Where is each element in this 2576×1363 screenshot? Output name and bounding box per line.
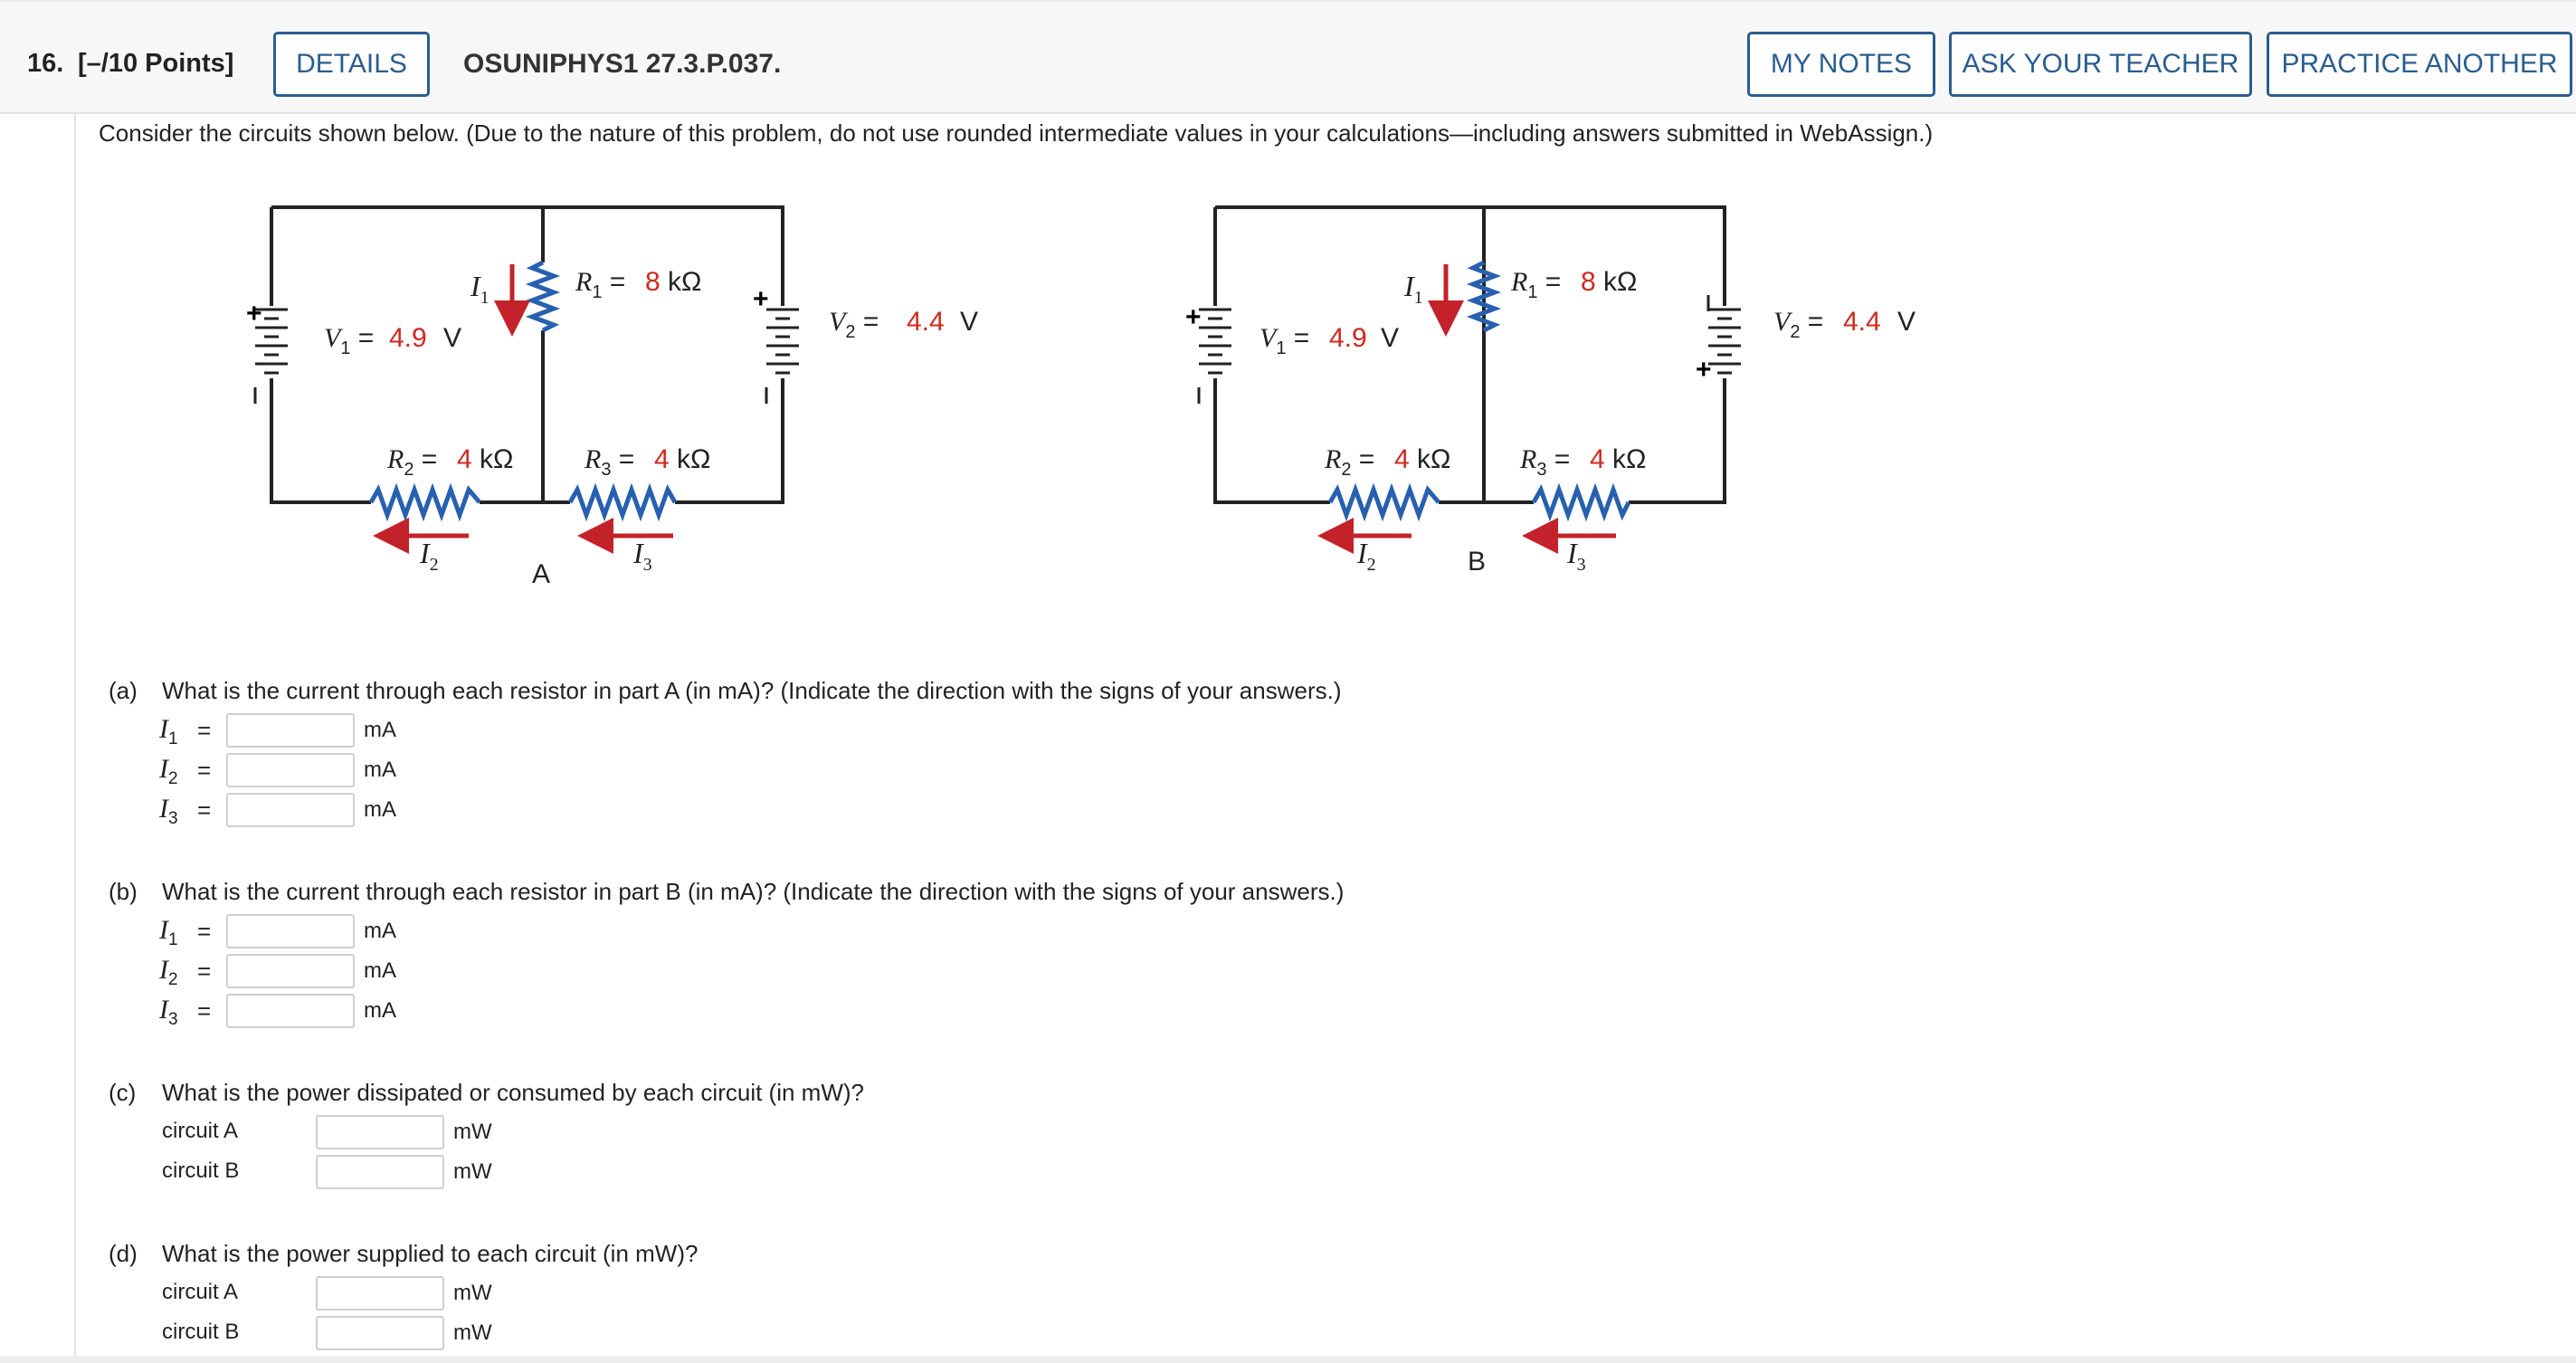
svg-text:R2 =: [386, 444, 437, 480]
unit-r3-a: kΩ: [677, 444, 711, 474]
label-r2-a-sub: 2: [404, 460, 414, 480]
label-v1-a-eq: =: [350, 323, 375, 353]
part-a-i3-label: $I_3$: [159, 794, 178, 828]
label-r2-b: R: [1325, 444, 1342, 474]
svg-text:V1 =: [324, 323, 374, 358]
label-r1-b-sub: 1: [1527, 282, 1538, 302]
svg-text:R1 =: [575, 267, 625, 302]
label-v2-a: V: [829, 307, 846, 337]
label-r3-a-sub: 3: [601, 460, 612, 480]
label-r3-b-sub: 3: [1536, 460, 1547, 480]
part-c-tag: (c): [109, 1079, 137, 1106]
part-d-circuit-b-unit: mW: [453, 1320, 492, 1345]
label-v2-b: V: [1773, 307, 1791, 337]
part-c-circuit-a-unit: mW: [453, 1120, 492, 1144]
circuit-b-label: B: [1468, 547, 1487, 577]
battery-v1-a: [246, 299, 288, 404]
label-i1-b-sub: 1: [1413, 288, 1423, 308]
label-r2-b-sub: 2: [1341, 460, 1352, 480]
part-d-circuit-b-input[interactable]: [316, 1316, 444, 1350]
part-a-i3-unit: mA: [364, 797, 396, 822]
details-button[interactable]: DETAILS: [273, 32, 430, 97]
part-d-circuit-b-label: circuit B: [162, 1320, 240, 1344]
label-v1-a-sub: 1: [340, 338, 351, 358]
part-b-i2-equals: =: [197, 958, 212, 985]
label-v1-b: V: [1259, 323, 1277, 353]
part-b-i3-equals: =: [197, 997, 212, 1025]
label-v2-b-eq: =: [1800, 307, 1824, 337]
part-c-question: What is the power dissipated or consumed by each circuit (in mW)?: [162, 1079, 864, 1106]
label-i3-b-sub: 3: [1576, 555, 1586, 575]
value-r2-b: 4: [1394, 444, 1410, 474]
label-r3-b: R: [1520, 444, 1537, 474]
part-b-question: What is the current through each resistor in part B (in mA)? (Indicate the direction with the signs of your answers.): [162, 878, 1345, 905]
part-c-circuit-a-input[interactable]: [316, 1115, 444, 1149]
part-d-tag: (d): [109, 1240, 138, 1267]
label-r3-b-eq: =: [1546, 444, 1571, 474]
label-r1-b: R: [1511, 267, 1528, 297]
circuit-a-label: A: [532, 559, 551, 589]
label-r2-b-eq: =: [1351, 444, 1375, 474]
label-v2-a-sub: 2: [845, 322, 856, 342]
unit-r1-b: kΩ: [1603, 267, 1638, 297]
svg-text:I3: [1566, 537, 1586, 575]
battery-v1-b: [1185, 302, 1231, 404]
part-a-i3-equals: =: [197, 796, 212, 824]
my-notes-button[interactable]: MY NOTES: [1747, 32, 1935, 97]
part-a-i2-unit: mA: [364, 758, 396, 782]
value-r3-b: 4: [1590, 444, 1605, 474]
label-i1-a: I: [471, 270, 480, 302]
svg-text:V2 =: [829, 307, 879, 342]
value-r3-a: 4: [654, 444, 670, 474]
part-d-circuit-a-label: circuit A: [162, 1280, 239, 1304]
problem-id: OSUNIPHYS1 27.3.P.037.: [463, 49, 782, 79]
label-i3-a: I: [633, 537, 643, 569]
label-v2-a-eq: =: [855, 307, 879, 337]
circuit-a-diagram: [246, 207, 978, 589]
part-d-question: What is the power supplied to each circuit (in mW)?: [162, 1240, 699, 1267]
part-b-i1-label: $I_1$: [159, 915, 178, 949]
label-v1-b-eq: =: [1286, 323, 1310, 353]
label-i2-b: I: [1357, 537, 1367, 569]
circuit-figure: [208, 181, 1972, 606]
part-a-i3-input[interactable]: [226, 793, 355, 827]
svg-text:I1: [470, 270, 490, 308]
value-r1-a: 8: [645, 267, 661, 297]
label-r1-a: R: [575, 267, 593, 297]
part-a-i2-label: $I_2$: [159, 754, 178, 788]
part-a-i2-equals: =: [197, 757, 212, 784]
svg-text:R3 =: [1519, 444, 1570, 480]
part-b-i1-input[interactable]: [226, 914, 355, 948]
unit-v2-b: V: [1897, 307, 1916, 337]
svg-text:R1 =: [1510, 267, 1561, 302]
unit-v1-b: V: [1381, 323, 1400, 353]
resistor-r3-b: [1534, 490, 1629, 515]
ask-your-teacher-button[interactable]: ASK YOUR TEACHER: [1949, 32, 2252, 97]
part-c-circuit-b-input[interactable]: [316, 1155, 444, 1189]
label-v2-b-sub: 2: [1790, 322, 1801, 342]
part-b-i3-input[interactable]: [226, 994, 355, 1028]
part-a-tag: (a): [109, 677, 138, 704]
question-number: 16.: [27, 49, 64, 78]
part-c-circuit-a-label: circuit A: [162, 1119, 239, 1143]
svg-text:R3 =: [584, 444, 634, 480]
label-i1-a-sub: 1: [480, 288, 490, 308]
unit-v1-a: V: [443, 323, 462, 353]
question-header: [0, 0, 2576, 114]
label-i3-a-sub: 3: [642, 555, 652, 575]
label-v1-a: V: [324, 323, 341, 353]
value-v2-a: 4.4: [907, 307, 945, 337]
label-r3-a: R: [585, 444, 602, 474]
practice-another-button[interactable]: PRACTICE ANOTHER: [2267, 32, 2572, 97]
value-v2-b: 4.4: [1843, 307, 1881, 337]
part-b-i2-unit: mA: [364, 958, 396, 983]
battery-v2-b: [1696, 295, 1741, 385]
part-a-question: What is the current through each resistor in part A (in mA)? (Indicate the direction with the signs of your answers.): [162, 677, 1342, 704]
part-a-i1-unit: mA: [364, 718, 396, 742]
svg-text:I2: [1356, 537, 1376, 575]
part-b-i3-label: $I_3$: [159, 995, 178, 1029]
value-v1-b: 4.9: [1329, 323, 1367, 353]
part-b-i3-unit: mA: [364, 998, 396, 1023]
unit-r2-b: kΩ: [1417, 444, 1451, 474]
value-r1-b: 8: [1581, 267, 1596, 297]
part-b-i1-unit: mA: [364, 919, 396, 943]
label-r2-a: R: [387, 444, 404, 474]
label-i1-b: I: [1404, 270, 1414, 302]
resistor-r2-b: [1330, 490, 1439, 515]
label-v1-b-sub: 1: [1276, 338, 1287, 358]
content-rail: [74, 112, 76, 1363]
circuit-b-diagram: [1185, 207, 1915, 577]
bottom-scrollbar-track: [0, 1356, 2576, 1363]
plus-sign-b2: +: [1696, 355, 1712, 385]
plus-sign-b1: +: [1185, 302, 1202, 332]
resistor-r3-a: [570, 490, 675, 515]
label-i2-a-sub: 2: [429, 555, 439, 575]
part-b-i2-label: $I_2$: [159, 955, 178, 989]
svg-text:V1 =: [1259, 323, 1309, 358]
label-r1-a-sub: 1: [592, 282, 603, 302]
label-r3-a-eq: =: [611, 444, 635, 474]
label-i2-b-sub: 2: [1366, 555, 1376, 575]
label-r1-b-eq: =: [1537, 267, 1562, 297]
part-d-circuit-a-unit: mW: [453, 1281, 492, 1305]
unit-v2-a: V: [960, 307, 979, 337]
part-c-circuit-b-unit: mW: [453, 1159, 492, 1184]
resistor-r1-a: [532, 262, 554, 330]
svg-text:I3: [632, 537, 652, 575]
label-i3-b: I: [1567, 537, 1577, 569]
svg-text:R2 =: [1324, 444, 1374, 480]
value-r2-a: 4: [457, 444, 472, 474]
label-i2-a: I: [420, 537, 430, 569]
unit-r3-b: kΩ: [1612, 444, 1647, 474]
part-c-circuit-b-label: circuit B: [162, 1158, 240, 1183]
value-v1-a: 4.9: [389, 323, 427, 353]
problem-prompt: Consider the circuits shown below. (Due to the nature of this problem, do not use rounded intermediate values in your calculations—including answers submitted in WebAssign.): [99, 119, 1934, 147]
resistor-r1-b: [1473, 262, 1495, 330]
part-a-i1-label: $I_1$: [159, 714, 178, 748]
label-r1-a-eq: =: [602, 267, 626, 297]
battery-v2-a: [753, 284, 799, 404]
part-a-i1-input[interactable]: [226, 713, 355, 748]
svg-text:I2: [419, 537, 439, 575]
part-a-i2-input[interactable]: [226, 753, 355, 787]
part-d-circuit-a-input[interactable]: [316, 1276, 444, 1311]
part-b-i2-input[interactable]: [226, 954, 355, 988]
svg-text:I1: [1403, 270, 1423, 308]
plus-sign-a2: +: [753, 284, 769, 314]
unit-r2-a: kΩ: [480, 444, 514, 474]
part-b-i1-equals: =: [197, 918, 212, 945]
plus-sign-a1: +: [246, 299, 262, 329]
part-b-tag: (b): [109, 878, 138, 905]
question-points: [–/10 Points]: [78, 49, 234, 78]
svg-text:V2 =: [1773, 307, 1823, 342]
label-r2-a-eq: =: [413, 444, 438, 474]
unit-r1-a: kΩ: [668, 267, 702, 297]
part-a-i1-equals: =: [197, 717, 212, 744]
resistor-r2-a: [371, 490, 480, 515]
